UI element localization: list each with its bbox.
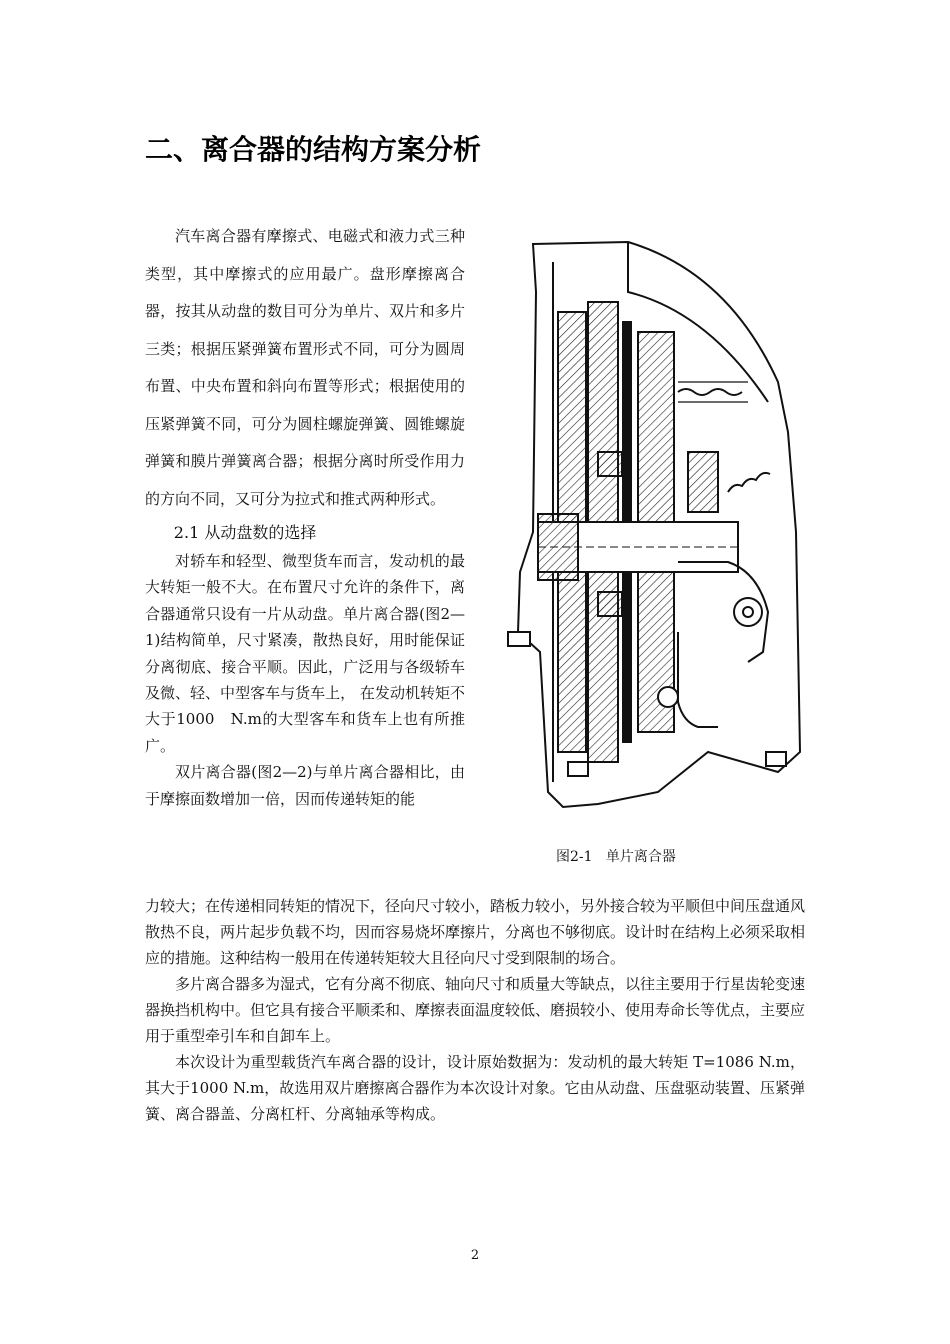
figure-caption: 图2-1 单片离合器 xyxy=(556,849,676,865)
page-number: 2 xyxy=(470,1248,480,1263)
multi-plate-paragraph: 多片离合器多为湿式，它有分离不彻底、轴向尺寸和质量大等缺点，以往主要用于行星齿轮变速器换挡机构中。但它具有接合平顺柔和、摩擦表面温度较低、磨损较小、使用寿命长等优点，主要应用于重型牵引车和自卸车上。 xyxy=(145,975,806,1045)
double-plate-paragraph-continued: 力较大；在传递相同转矩的情况下，径向尺寸较小，踏板力较小，另外接合较为平顺但中间压盘通风散热不良，两片起步负载不均，因而容易烧坏摩擦片，分离也不够彻底。设计时在结构上必须采取相应的措施。这种结构一般用在传递转矩较大且径向尺寸受到限制的场合。 xyxy=(145,897,806,967)
intro-paragraph: 汽车离合器有摩擦式、电磁式和液力式三种类型，其中摩擦式的应用最广。盘形摩擦离合器，按其从动盘的数目可分为单片、双片和多片三类；根据压紧弹簧布置形式不同，可分为圆周布置、中央布置和斜向布置等形式；根据使用的压紧弹簧不同，可分为圆柱螺旋弹簧、圆锥螺旋弹簧和膜片弹簧离合器；根据分离时所受作用力的方向不同，又可分为拉式和推式两种形式。 xyxy=(145,227,465,508)
single-plate-paragraph: 对轿车和轻型、微型货车而言，发动机的最大转矩一般不大。在布置尺寸允许的条件下，离合器通常只设有一片从动盘。单片离合器(图2—1)结构简单，尺寸紧凑，散热良好，用时能保证分离彻底、接合平顺。因此，广泛用与各级轿车及微、轻、中型客车与货车上， 在发动机转矩不大于1000 N.m的大型客车和货车上也有所推广。 xyxy=(145,552,465,755)
full-width-text xyxy=(145,893,805,1127)
section-heading: 2.1 从动盘数的选择 xyxy=(173,523,317,542)
clutch-cross-section-figure xyxy=(478,232,808,842)
double-plate-paragraph-start: 双片离合器(图2—2)与单片离合器相比，由于摩擦面数增加一倍，因而传递转矩的能 xyxy=(145,763,465,808)
clutch-drawing xyxy=(478,232,808,842)
left-text-column xyxy=(145,218,465,812)
page-title: 二、离合器的结构方案分析 xyxy=(145,133,482,166)
design-paragraph: 本次设计为重型载货汽车离合器的设计，设计原始数据为：发动机的最大转矩 T=1086 N.m，其大于1000 N.m，故选用双片磨擦离合器作为本次设计对象。它由从动盘、压盘驱动装置、压紧弹簧、离合器盖、分离杠杆、分离轴承等构成。 xyxy=(145,1053,805,1123)
